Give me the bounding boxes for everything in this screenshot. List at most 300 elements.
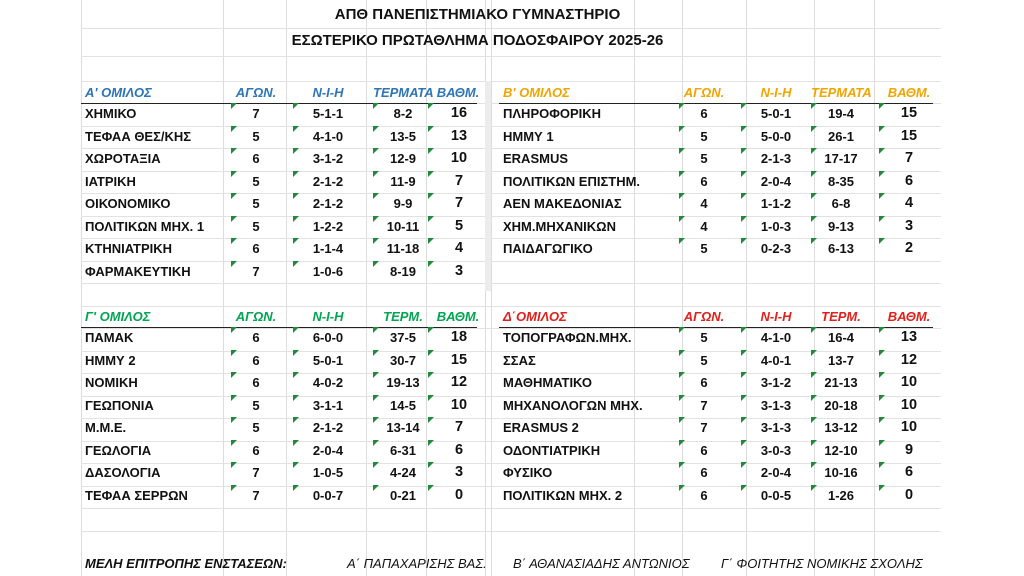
team-name: ΠΑΙΔΑΓΩΓΙΚΟ	[503, 241, 593, 256]
cell-marker-icon	[741, 417, 747, 423]
points: 12	[900, 351, 918, 368]
table-row	[81, 327, 485, 349]
points: 10	[450, 396, 468, 413]
page-subtitle: ΕΣΩΤΕΡΙΚΟ ΠΡΩΤΑΘΛΗΜΑ ΠΟΔΟΣΦΑΙΡΟΥ 2025-26	[291, 32, 664, 49]
points: 6	[904, 464, 914, 480]
games-played: 6	[252, 241, 260, 256]
cell-marker-icon	[428, 261, 434, 267]
cell-marker-icon	[741, 103, 747, 109]
table-row	[499, 417, 941, 439]
cell-marker-icon	[741, 148, 747, 154]
win-draw-loss: 4-1-0	[760, 330, 792, 345]
team-name: Μ.Μ.Ε.	[85, 420, 127, 435]
cell-marker-icon	[293, 440, 299, 446]
cell-marker-icon	[373, 350, 379, 356]
cell-marker-icon	[428, 350, 434, 356]
footer	[81, 552, 941, 576]
win-draw-loss: 3-0-3	[760, 442, 792, 458]
points: 3	[454, 262, 464, 279]
column-header: ΑΓΩΝ.	[683, 85, 725, 100]
points: 9	[904, 441, 914, 458]
page-title: ΑΠΘ ΠΑΝΕΠΙΣΤΗΜΙΑΚΟ ΓΥΜΝΑΣΤΗΡΙΟ	[334, 6, 621, 23]
cell-marker-icon	[428, 103, 434, 109]
points: 16	[450, 105, 468, 121]
cell-marker-icon	[879, 350, 885, 356]
group-name: Δ΄ΟΜΙΛΟΣ	[503, 309, 567, 324]
cell-marker-icon	[428, 327, 434, 333]
goals-for-against: 16-4	[827, 330, 855, 345]
team-name: ΣΣΑΣ	[503, 352, 536, 368]
cell-marker-icon	[879, 485, 885, 491]
team-name: ΤΕΦΑΑ ΣΕΡΡΩΝ	[85, 487, 188, 503]
win-draw-loss: 4-0-1	[760, 352, 792, 368]
cell-marker-icon	[293, 350, 299, 356]
cell-marker-icon	[293, 193, 299, 199]
cell-marker-icon	[879, 148, 885, 154]
win-draw-loss: 1-1-4	[312, 241, 344, 256]
win-draw-loss: 3-1-3	[760, 397, 792, 413]
win-draw-loss: 2-1-3	[760, 151, 792, 166]
games-played: 6	[252, 151, 260, 166]
table-row	[81, 395, 485, 417]
table-row	[499, 193, 941, 215]
table-row	[499, 372, 941, 394]
team-name: ΝΟΜΙΚΗ	[85, 375, 138, 390]
team-name: ΚΤΗΝΙΑΤΡΙΚΗ	[85, 241, 173, 256]
cell-marker-icon	[679, 148, 685, 154]
points: 15	[900, 127, 918, 144]
points: 7	[454, 172, 464, 189]
team-name: ERASMUS	[503, 151, 569, 166]
cell-marker-icon	[293, 462, 299, 468]
cell-marker-icon	[373, 462, 379, 468]
team-name: ΧΗΜΙΚΟ	[85, 106, 137, 121]
committee-member-b: Β΄ ΑΘΑΝΑΣΙΑΔΗΣ ΑΝΤΩΝΙΟΣ	[513, 556, 690, 571]
cell-marker-icon	[231, 148, 237, 154]
games-played: 7	[252, 106, 260, 121]
points: 18	[450, 329, 468, 345]
points: 7	[454, 419, 464, 435]
goals-for-against: 6-13	[827, 241, 855, 256]
cell-marker-icon	[811, 462, 817, 468]
cell-marker-icon	[428, 193, 434, 199]
win-draw-loss: 3-1-2	[312, 151, 344, 166]
cell-marker-icon	[293, 148, 299, 154]
goals-for-against: 13-5	[389, 128, 417, 144]
grid-hline	[81, 56, 941, 57]
goals-for-against: 19-13	[386, 375, 420, 390]
cell-marker-icon	[741, 171, 747, 177]
games-played: 5	[252, 218, 260, 234]
group-b-header	[499, 82, 941, 104]
table-row	[499, 148, 941, 170]
cell-marker-icon	[811, 193, 817, 199]
goals-for-against: 13-12	[824, 420, 858, 435]
cell-marker-icon	[811, 216, 817, 222]
cell-marker-icon	[741, 193, 747, 199]
cell-marker-icon	[428, 395, 434, 401]
cell-marker-icon	[679, 462, 685, 468]
cell-marker-icon	[231, 261, 237, 267]
goals-for-against: 14-5	[389, 397, 417, 413]
points: 7	[454, 195, 464, 211]
cell-marker-icon	[428, 440, 434, 446]
team-name: ΠΟΛΙΤΙΚΩΝ ΕΠΙΣΤΗΜ.	[503, 173, 641, 189]
points: 15	[900, 105, 918, 121]
games-played: 7	[252, 465, 260, 480]
games-played: 5	[252, 173, 260, 189]
column-header: Ν-Ι-Η	[760, 85, 792, 100]
cell-marker-icon	[879, 171, 885, 177]
cell-marker-icon	[231, 171, 237, 177]
grid-hline	[81, 531, 941, 532]
cell-marker-icon	[373, 395, 379, 401]
column-header: ΑΓΩΝ.	[235, 85, 277, 100]
group-c-header	[81, 306, 485, 328]
team-name: ΧΗΜ.ΜΗΧΑΝΙΚΩΝ	[503, 218, 616, 234]
cell-marker-icon	[373, 238, 379, 244]
win-draw-loss: 6-0-0	[312, 330, 344, 345]
grid-hline	[81, 508, 941, 509]
cell-marker-icon	[373, 171, 379, 177]
games-played: 7	[700, 420, 708, 435]
cell-marker-icon	[293, 327, 299, 333]
goals-for-against: 21-13	[824, 375, 858, 390]
cell-marker-icon	[373, 148, 379, 154]
cell-marker-icon	[879, 372, 885, 378]
cell-marker-icon	[428, 126, 434, 132]
cell-marker-icon	[428, 148, 434, 154]
cell-marker-icon	[879, 103, 885, 109]
cell-marker-icon	[293, 103, 299, 109]
win-draw-loss: 3-1-2	[760, 375, 792, 390]
goals-for-against: 9-13	[827, 218, 855, 234]
grid-hline	[81, 28, 941, 29]
cell-marker-icon	[428, 238, 434, 244]
team-name: ΤΕΦΑΑ ΘΕΣ/ΚΗΣ	[85, 128, 192, 144]
column-header: ΑΓΩΝ.	[683, 309, 725, 324]
group-d-header	[499, 306, 941, 328]
cell-marker-icon	[231, 395, 237, 401]
games-played: 5	[252, 128, 260, 144]
goals-for-against: 12-10	[824, 442, 858, 458]
goals-for-against: 26-1	[827, 128, 855, 144]
games-played: 6	[252, 352, 260, 368]
column-header: ΤΕΡΜ.	[383, 309, 423, 324]
cell-marker-icon	[741, 327, 747, 333]
cell-marker-icon	[879, 126, 885, 132]
table-row	[81, 462, 485, 484]
games-played: 5	[700, 151, 708, 166]
games-played: 6	[252, 375, 260, 390]
cell-marker-icon	[679, 395, 685, 401]
cell-marker-icon	[231, 327, 237, 333]
cell-marker-icon	[231, 193, 237, 199]
cell-marker-icon	[879, 440, 885, 446]
win-draw-loss: 2-1-2	[312, 196, 344, 211]
team-name: ΗΜΜΥ 2	[85, 352, 136, 368]
cell-marker-icon	[741, 216, 747, 222]
table-row	[81, 171, 485, 193]
cell-marker-icon	[373, 261, 379, 267]
cell-marker-icon	[679, 417, 685, 423]
points: 10	[450, 150, 468, 166]
cell-marker-icon	[811, 372, 817, 378]
win-draw-loss: 5-1-1	[312, 106, 344, 121]
points: 5	[454, 217, 464, 234]
cell-marker-icon	[741, 126, 747, 132]
games-played: 6	[700, 442, 708, 458]
cell-marker-icon	[679, 126, 685, 132]
cell-marker-icon	[373, 103, 379, 109]
footer-label: ΜΕΛΗ ΕΠΙΤΡΟΠΗΣ ΕΝΣΤΑΣΕΩΝ:	[85, 556, 287, 571]
cell-marker-icon	[679, 350, 685, 356]
table-row	[499, 103, 941, 125]
cell-marker-icon	[811, 417, 817, 423]
cell-marker-icon	[679, 193, 685, 199]
cell-marker-icon	[293, 372, 299, 378]
table-row	[81, 103, 485, 125]
grid-vline	[491, 0, 492, 576]
column-header: ΤΕΡΜ.	[821, 309, 861, 324]
games-played: 5	[252, 196, 260, 211]
cell-marker-icon	[373, 126, 379, 132]
goals-for-against: 12-9	[389, 151, 417, 166]
cell-marker-icon	[231, 485, 237, 491]
win-draw-loss: 5-0-0	[760, 128, 792, 144]
team-name: ΓΕΩΛΟΓΙΑ	[85, 442, 152, 458]
cell-marker-icon	[231, 350, 237, 356]
table-row	[81, 216, 485, 238]
games-played: 5	[700, 352, 708, 368]
win-draw-loss: 0-0-7	[312, 487, 344, 503]
points: 3	[454, 464, 464, 480]
cell-marker-icon	[428, 171, 434, 177]
games-played: 7	[252, 263, 260, 279]
column-header: Ν-Ι-Η	[312, 85, 344, 100]
points: 4	[904, 195, 914, 211]
cell-marker-icon	[679, 485, 685, 491]
points: 2	[904, 240, 914, 256]
goals-for-against: 17-17	[824, 151, 858, 166]
column-header: Ν-Ι-Η	[760, 309, 792, 324]
win-draw-loss: 2-0-4	[760, 173, 792, 189]
cell-marker-icon	[293, 485, 299, 491]
cell-marker-icon	[231, 372, 237, 378]
team-name: ΜΗΧΑΝΟΛΟΓΩΝ ΜΗΧ.	[503, 397, 643, 413]
team-name: ΓΕΩΠΟΝΙΑ	[85, 397, 154, 413]
table-row	[499, 171, 941, 193]
table-row	[81, 193, 485, 215]
team-name: ΦΑΡΜΑΚΕΥΤΙΚΗ	[85, 263, 191, 279]
table-row	[499, 327, 941, 349]
goals-for-against: 8-2	[393, 106, 413, 121]
games-played: 4	[700, 218, 708, 234]
games-played: 7	[700, 397, 708, 413]
team-name: ΗΜΜΥ 1	[503, 128, 554, 144]
goals-for-against: 13-7	[827, 352, 855, 368]
table-row	[81, 440, 485, 462]
cell-marker-icon	[293, 238, 299, 244]
win-draw-loss: 1-0-5	[312, 465, 344, 480]
cell-marker-icon	[811, 395, 817, 401]
grid-hline	[81, 283, 941, 284]
table-row	[499, 238, 941, 260]
cell-marker-icon	[231, 417, 237, 423]
cell-marker-icon	[231, 126, 237, 132]
points: 13	[450, 127, 468, 144]
table-row	[81, 485, 485, 507]
win-draw-loss: 4-1-0	[312, 128, 344, 144]
points: 10	[900, 419, 918, 435]
cell-marker-icon	[679, 372, 685, 378]
cell-marker-icon	[428, 216, 434, 222]
group-a-header	[81, 82, 485, 104]
cell-marker-icon	[428, 372, 434, 378]
points: 10	[900, 396, 918, 413]
cell-marker-icon	[811, 103, 817, 109]
cell-marker-icon	[741, 372, 747, 378]
goals-for-against: 6-31	[389, 442, 417, 458]
win-draw-loss: 3-1-3	[760, 420, 792, 435]
points: 15	[450, 351, 468, 368]
points: 3	[904, 217, 914, 234]
cell-marker-icon	[231, 238, 237, 244]
cell-marker-icon	[741, 440, 747, 446]
goals-for-against: 8-19	[389, 263, 417, 279]
goals-for-against: 11-9	[390, 173, 416, 189]
table-row	[499, 350, 941, 372]
win-draw-loss: 5-0-1	[312, 352, 344, 368]
cell-marker-icon	[811, 440, 817, 446]
goals-for-against: 20-18	[824, 397, 858, 413]
cell-marker-icon	[679, 440, 685, 446]
goals-for-against: 0-21	[389, 487, 417, 503]
goals-for-against: 13-14	[386, 420, 420, 435]
cell-marker-icon	[231, 462, 237, 468]
cell-marker-icon	[293, 216, 299, 222]
cell-marker-icon	[879, 417, 885, 423]
points: 0	[904, 486, 914, 503]
win-draw-loss: 1-1-2	[760, 196, 792, 211]
team-name: ΧΩΡΟΤΑΞΙΑ	[85, 151, 161, 166]
games-played: 6	[700, 173, 708, 189]
win-draw-loss: 3-1-1	[312, 397, 344, 413]
cell-marker-icon	[231, 103, 237, 109]
cell-marker-icon	[741, 238, 747, 244]
goals-for-against: 11-18	[386, 241, 420, 256]
cell-marker-icon	[741, 395, 747, 401]
cell-marker-icon	[679, 216, 685, 222]
cell-marker-icon	[811, 350, 817, 356]
team-name: ΜΑΘΗΜΑΤΙΚΟ	[503, 375, 592, 390]
goals-for-against: 10-11	[386, 218, 420, 234]
team-name: ΙΑΤΡΙΚΗ	[85, 173, 136, 189]
team-name: ΟΙΚΟΝΟΜΙΚΟ	[85, 196, 171, 211]
cell-marker-icon	[679, 171, 685, 177]
table-row	[499, 440, 941, 462]
team-name: ΦΥΣΙΚΟ	[503, 465, 553, 480]
games-played: 5	[700, 241, 708, 256]
cell-marker-icon	[811, 238, 817, 244]
team-name: ΟΔΟΝΤΙΑΤΡΙΚΗ	[503, 442, 601, 458]
games-played: 5	[700, 128, 708, 144]
games-played: 6	[700, 487, 708, 503]
team-name: ΠΟΛΙΤΙΚΩΝ ΜΗΧ. 1	[85, 218, 205, 234]
column-header: Ν-Ι-Η	[312, 309, 344, 324]
table-row	[81, 350, 485, 372]
column-header: ΤΕΡΜΑΤΑ	[373, 85, 434, 100]
cell-marker-icon	[231, 216, 237, 222]
cell-marker-icon	[879, 193, 885, 199]
group-name: Γ' ΟΜΙΛΟΣ	[85, 309, 151, 324]
win-draw-loss: 2-1-2	[312, 420, 344, 435]
games-played: 6	[700, 106, 708, 121]
cell-marker-icon	[373, 440, 379, 446]
games-played: 5	[700, 330, 708, 345]
goals-for-against: 8-35	[827, 173, 855, 189]
cell-marker-icon	[373, 327, 379, 333]
cell-marker-icon	[231, 440, 237, 446]
win-draw-loss: 1-2-2	[312, 218, 344, 234]
goals-for-against: 6-8	[831, 196, 851, 211]
cell-marker-icon	[373, 372, 379, 378]
cell-marker-icon	[293, 261, 299, 267]
spreadsheet	[81, 0, 941, 576]
points: 6	[904, 172, 914, 189]
cell-marker-icon	[879, 462, 885, 468]
cell-marker-icon	[811, 327, 817, 333]
win-draw-loss: 0-0-5	[760, 487, 792, 503]
points: 7	[904, 150, 914, 166]
cell-marker-icon	[293, 126, 299, 132]
table-row	[499, 485, 941, 507]
goals-for-against: 1-26	[827, 487, 855, 503]
win-draw-loss: 5-0-1	[760, 106, 792, 121]
cell-marker-icon	[373, 485, 379, 491]
goals-for-against: 30-7	[389, 352, 417, 368]
points: 0	[454, 486, 464, 503]
cell-marker-icon	[293, 417, 299, 423]
committee-member-c: Γ΄ ΦΟΙΤΗΤΗΣ ΝΟΜΙΚΗΣ ΣΧΟΛΗΣ	[721, 556, 923, 571]
team-name: ΤΟΠΟΓΡΑΦΩΝ.ΜΗΧ.	[503, 330, 632, 345]
cell-marker-icon	[428, 485, 434, 491]
cell-marker-icon	[811, 126, 817, 132]
goals-for-against: 9-9	[393, 196, 413, 211]
column-header: ΒΑΘΜ.	[887, 309, 931, 324]
win-draw-loss: 0-2-3	[760, 241, 792, 256]
points: 13	[900, 329, 918, 345]
table-row	[81, 126, 485, 148]
table-row	[81, 148, 485, 170]
goals-for-against: 19-4	[827, 106, 855, 121]
group-name: Α' ΟΜΙΛΟΣ	[85, 85, 152, 100]
points: 10	[900, 374, 918, 390]
column-header: ΤΕΡΜΑΤΑ	[811, 85, 872, 100]
column-header: ΑΓΩΝ.	[235, 309, 277, 324]
cell-marker-icon	[879, 238, 885, 244]
points: 4	[454, 240, 464, 256]
cell-marker-icon	[879, 395, 885, 401]
column-header: ΒΑΘΜ.	[436, 85, 480, 100]
cell-marker-icon	[428, 462, 434, 468]
table-row	[499, 126, 941, 148]
cell-marker-icon	[741, 462, 747, 468]
goals-for-against: 4-24	[389, 465, 417, 480]
goals-for-against: 37-5	[389, 330, 417, 345]
table-row	[81, 238, 485, 260]
table-row	[81, 417, 485, 439]
